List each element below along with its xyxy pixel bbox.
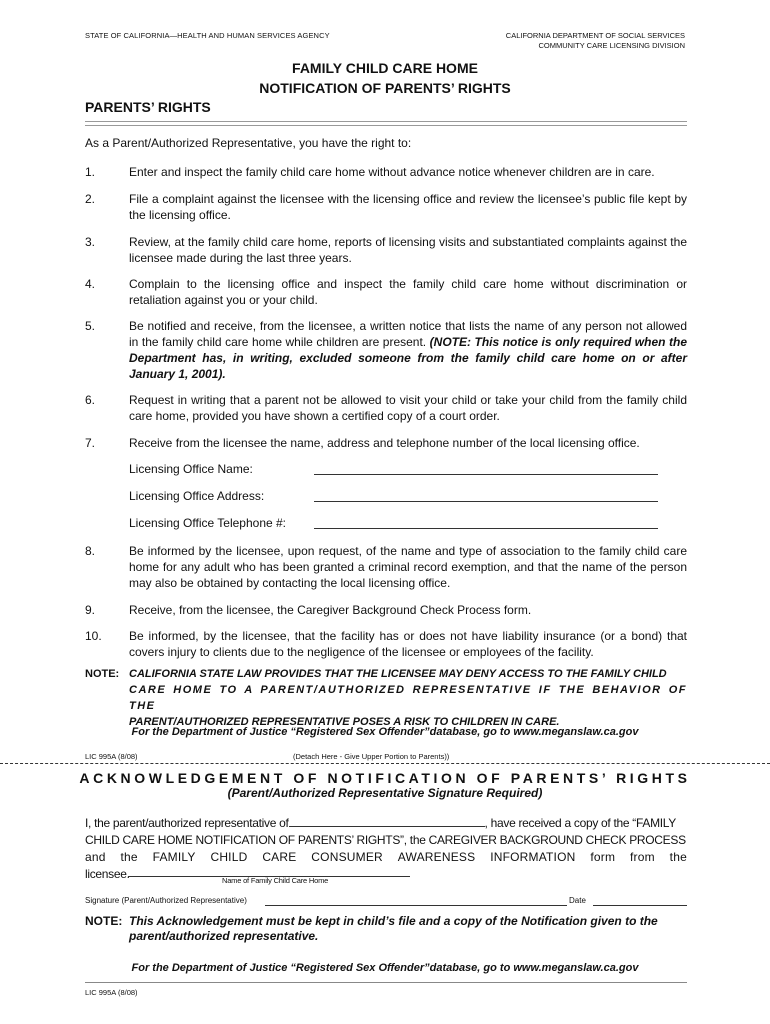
right-item — [85, 435, 687, 451]
statement-word: the — [669, 850, 687, 864]
item-number: 5. — [85, 319, 96, 333]
footer-form-number: LIC 995A (8/08) — [85, 988, 138, 997]
item-text: Receive from the licensee the name, address and telephone number of the local licensing office. — [129, 436, 640, 450]
item-text: Review, at the family child care home, reports of licensing visits and substantiated complaints against the licensee made during the last three years. — [129, 235, 687, 265]
ack-note-line-2: parent/authorized representative. — [129, 929, 319, 943]
home-name-caption: Name of Family Child Care Home — [222, 876, 329, 885]
item-number: 7. — [85, 436, 96, 450]
right-item — [85, 543, 687, 591]
right-item — [85, 234, 687, 266]
item-number: 1. — [85, 165, 96, 179]
note-line-3: PARENT/AUTHORIZED REPRESENTATIVE POSES A RISK TO CHILDREN IN CARE. — [129, 716, 560, 728]
doj-website-notice: For the Department of Justice “Registered Sex Offender”database, go to www.meganslaw.ca.gov — [131, 726, 639, 738]
item-text: Enter and inspect the family child care home without advance notice whenever children are in care. — [129, 165, 655, 179]
state-law-note — [85, 666, 687, 730]
item-number: 9. — [85, 603, 96, 617]
item-text: Be informed, by the licensee, that the facility has or does not have liability insurance (or a bond) that covers injury to clients due to the negligence of the licensee or employees of the facility. — [129, 629, 687, 659]
licensing-office-address-label: Licensing Office Address: — [129, 489, 265, 503]
statement-word: CONSUMER — [311, 850, 383, 864]
item-number: 3. — [85, 235, 96, 249]
item-text: File a complaint against the licensee with the licensing office and review the licensee’s public file kept by the licensing office. — [129, 192, 687, 222]
ack-note-line-1: This Acknowledgement must be kept in child’s file and a copy of the Notification given to the — [129, 914, 658, 928]
right-item — [85, 392, 687, 424]
licensing-office-address-line[interactable] — [314, 501, 658, 502]
note-label: NOTE: — [85, 668, 120, 680]
department-name — [506, 31, 685, 51]
item-note-emphasis: (NOTE: This notice is only required when the Department has, in writing, excluded someone from the family child care home on or after January 1, 2001). — [129, 335, 687, 381]
item-text: Receive, from the licensee, the Caregiver Background Check Process form. — [129, 603, 532, 617]
right-item — [85, 276, 687, 308]
detach-instruction: (Detach Here - Give Upper Portion to Parents)) — [293, 752, 450, 761]
item-number: 6. — [85, 393, 96, 407]
statement-mid: , have received a copy of the “FAMILY — [484, 816, 676, 830]
signature-label: Signature (Parent/Authorized Representative) — [85, 896, 247, 905]
department-line-1: CALIFORNIA DEPARTMENT OF SOCIAL SERVICES — [505, 31, 685, 40]
licensing-office-phone-label: Licensing Office Telephone #: — [129, 516, 287, 530]
section-title: PARENTS’ RIGHTS — [85, 99, 211, 115]
statement-start: I, the parent/authorized representative of — [85, 816, 289, 830]
statement-word: AWARENESS — [397, 850, 476, 864]
statement-word: the — [120, 850, 138, 864]
right-item — [85, 318, 687, 382]
detach-line — [0, 763, 770, 764]
statement-word: and — [85, 850, 106, 864]
right-item — [85, 191, 687, 223]
statement-line-1 — [85, 815, 687, 832]
family-child-care-home-name-field[interactable] — [289, 816, 485, 827]
acknowledgement-title: ACKNOWLEDGEMENT OF NOTIFICATION OF PARENTS’ RIGHTS — [79, 770, 691, 786]
item-text: Be informed by the licensee, upon request, of the name and type of association to the family child care home for any adult who has been granted a criminal record exemption, and that the name of the person may also be obtained by contacting the local licensing office. — [129, 544, 687, 590]
item-number: 2. — [85, 192, 96, 206]
licensing-office-phone-line[interactable] — [314, 528, 658, 529]
date-line[interactable] — [593, 905, 687, 906]
doj-website-notice-bottom: For the Department of Justice “Registered Sex Offender”database, go to www.meganslaw.ca.gov — [131, 962, 639, 974]
footer-divider — [85, 982, 687, 983]
statement-word: form — [590, 850, 616, 864]
note-line-2: CARE HOME TO A PARENT/AUTHORIZED REPRESENTATIVE IF THE BEHAVIOR OF THE — [129, 684, 687, 712]
statement-word: CHILD — [210, 850, 248, 864]
right-item — [85, 602, 687, 618]
note-line-1: CALIFORNIA STATE LAW PROVIDES THAT THE LICENSEE MAY DENY ACCESS TO THE FAMILY CHILD — [129, 668, 667, 680]
form-title-line-2: NOTIFICATION OF PARENTS’ RIGHTS — [259, 80, 511, 96]
item-number: 4. — [85, 277, 96, 291]
acknowledgement-subtitle: (Parent/Authorized Representative Signature Required) — [227, 786, 543, 800]
statement-word: from — [630, 850, 655, 864]
item-text — [129, 318, 687, 382]
item-text: Complain to the licensing office and inspect the family child care home without discrimination or retaliation against you or your child. — [129, 277, 687, 307]
item-number: 8. — [85, 544, 96, 558]
right-item — [85, 628, 687, 660]
statement-line-2: CHILD CARE HOME NOTIFICATION OF PARENTS’ RIGHTS”, the CAREGIVER BACKGROUND CHECK PROCESS — [85, 833, 686, 847]
statement-word: FAMILY — [152, 850, 196, 864]
intro-text: As a Parent/Authorized Representative, you have the right to: — [85, 136, 412, 150]
licensing-office-name-line[interactable] — [314, 474, 658, 475]
section-divider — [85, 121, 687, 126]
statement-word: CARE — [262, 850, 297, 864]
signature-line[interactable] — [265, 905, 567, 906]
statement-line-4: licensee. — [85, 867, 130, 881]
form-number: LIC 995A (8/08) — [85, 752, 138, 761]
acknowledgement-note — [85, 914, 687, 944]
statement-word: INFORMATION — [490, 850, 576, 864]
item-text: Request in writing that a parent not be allowed to visit your child or take your child from the family child care home, provided you have shown a certified copy of a court order. — [129, 393, 687, 423]
statement-line-3 — [85, 849, 687, 866]
form-title-line-1: FAMILY CHILD CARE HOME — [292, 60, 478, 76]
department-line-2: COMMUNITY CARE LICENSING DIVISION — [538, 41, 685, 50]
item-text-main: Be notified and receive, from the licensee, a written notice that lists the name of any person not allowed in the family child care home while children are present. — [129, 319, 687, 349]
acknowledgement-statement — [85, 815, 687, 883]
ack-note-label: NOTE: — [85, 914, 123, 928]
right-item — [85, 164, 687, 180]
licensing-office-name-label: Licensing Office Name: — [129, 462, 253, 476]
date-label: Date — [569, 896, 586, 905]
item-number: 10. — [85, 629, 102, 643]
agency-name: STATE OF CALIFORNIA—HEALTH AND HUMAN SERVICES AGENCY — [85, 31, 330, 40]
